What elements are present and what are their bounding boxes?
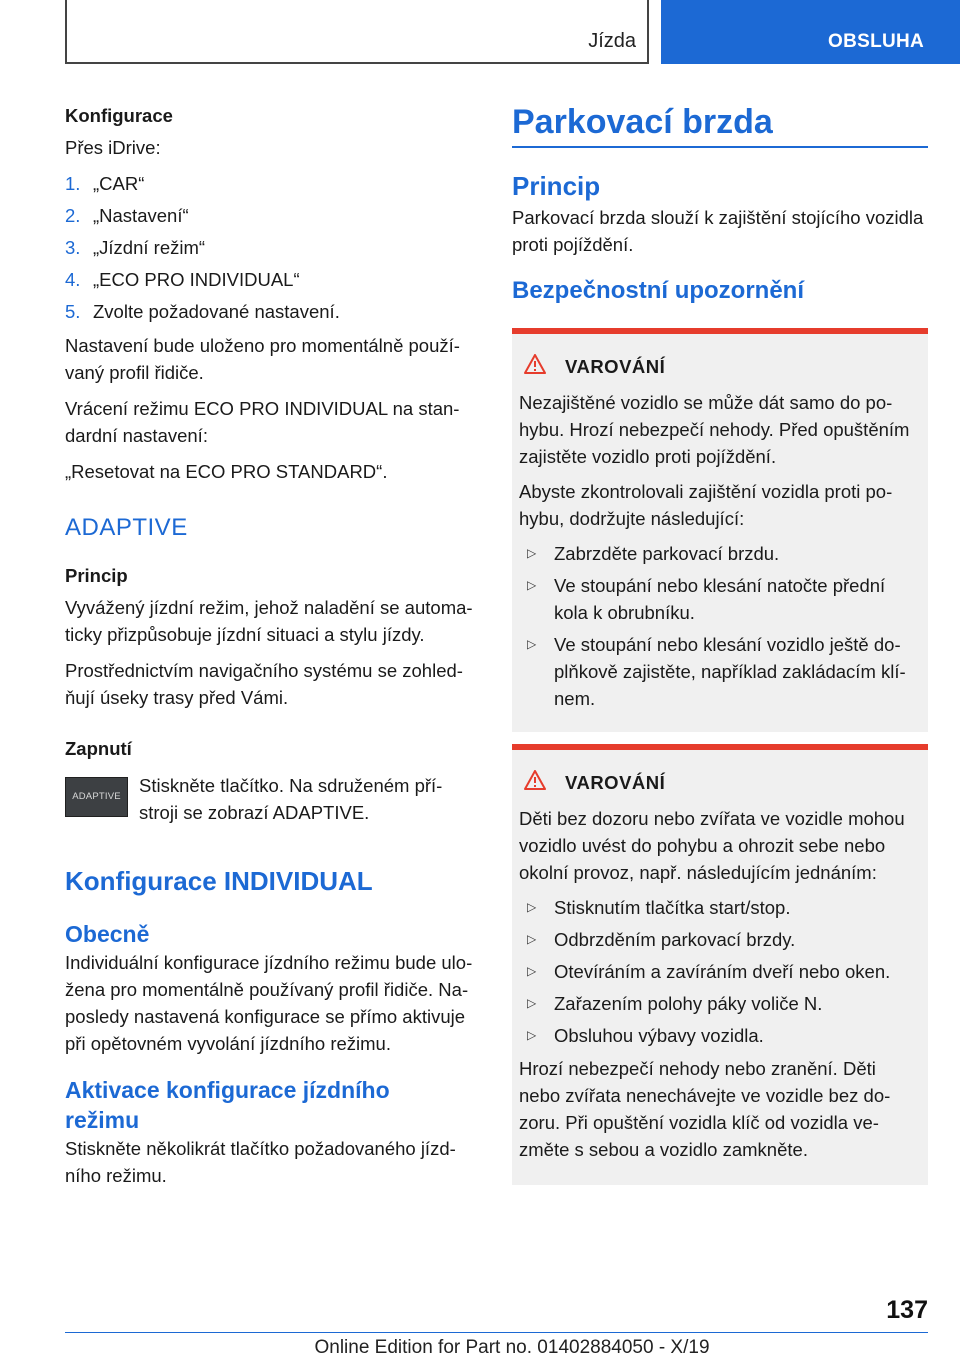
list-item (65, 170, 480, 197)
list-item-text: Otevíráním a zavíráním dveří nebo oken. (554, 961, 891, 982)
zapnuti-row (65, 772, 480, 835)
list-item (65, 202, 480, 229)
warning-paragraph: Hrozí nebezpečí nehody nebo zranění. Děti nebo zvířata nenechávejte ve vozidle bez dozoru. Při opuštění vozidla klíč od vozidla vezměte s sebou a vozidlo zamkněte. (519, 1058, 891, 1160)
list-item (519, 572, 920, 626)
step-number: 2. (65, 205, 81, 226)
list-item-text: Obsluhou výbavy vozidla. (554, 1025, 764, 1046)
adaptive-princip-heading: Princip (65, 565, 128, 586)
list-item-text: Zabrzděte parkovací brzdu. (554, 543, 780, 564)
list-item (519, 1022, 920, 1049)
list-item (519, 926, 920, 953)
warning-box-1 (512, 328, 928, 732)
footer-divider (65, 1332, 928, 1333)
triangle-right-icon: ▷ (527, 1028, 537, 1042)
warning-paragraph: Nezajištěné vozidlo se může dát samo do pohybu. Hrozí nebezpečí nehody. Před opuštěním zajistěte vozidlo proti pojíždění. (519, 392, 910, 467)
list-item (519, 990, 920, 1017)
warning-list (519, 540, 920, 712)
header-frame (65, 0, 649, 64)
list-item-text: Odbrzděním parkovací brzdy. (554, 929, 796, 950)
list-item-text: Stisknutím tlačítka start/stop. (554, 897, 791, 918)
warning-box-2 (512, 744, 928, 1185)
zapnuti-text: Stiskněte tlačítko. Na sdruženém přístroji se zobrazí ADAPTIVE. (139, 775, 443, 823)
page-title: Parkovací brzda (512, 100, 928, 148)
warning-triangle-icon (524, 354, 546, 379)
konfigurace-intro: Přes iDrive: (65, 137, 161, 158)
page-number: 137 (886, 1296, 928, 1324)
warning-label: VAROVÁNÍ (565, 771, 666, 793)
step-text: „ECO PRO INDIVIDUAL“ (93, 269, 300, 290)
princip-heading: Princip (512, 171, 601, 201)
list-item-text: Ve stoupání nebo klesání natočte přední kola k obrubníku. (554, 575, 886, 623)
triangle-right-icon: ▷ (527, 932, 537, 946)
step-text: „Jízdní režim“ (93, 237, 206, 258)
warning-list (519, 894, 920, 1049)
warning-header (519, 770, 920, 795)
aktivace-heading: Aktivace konfigurace jízdního režimu (65, 1077, 390, 1133)
list-item (519, 631, 920, 712)
warning-label: VAROVÁNÍ (565, 355, 666, 377)
header-section-title: Jízda (588, 30, 636, 52)
list-item (65, 234, 480, 261)
step-number: 1. (65, 173, 81, 194)
triangle-right-icon: ▷ (527, 578, 537, 592)
warning-header (519, 354, 920, 379)
step-number: 3. (65, 237, 81, 258)
konfigurace-paragraph-3: „Resetovat na ECO PRO STANDARD“. (65, 461, 388, 482)
list-item (519, 894, 920, 921)
triangle-right-icon: ▷ (527, 996, 537, 1010)
warning-triangle-icon (524, 770, 546, 795)
warning-paragraph: Děti bez dozoru nebo zvířata ve vozidle mohou vozidlo uvést do pohybu a ohrozit sebe nebo okolní provoz, např. následujícím jednáním: (519, 808, 905, 883)
header-chapter-tab: OBSLUHA (661, 0, 960, 64)
step-text: Zvolte požadované nastavení. (93, 301, 340, 322)
zapnuti-heading: Zapnutí (65, 738, 132, 759)
konfigurace-heading: Konfigurace (65, 105, 173, 126)
list-item (519, 540, 920, 567)
adaptive-heading: ADAPTIVE (65, 514, 188, 541)
list-item (65, 266, 480, 293)
adaptive-button-image: ADAPTIVE (65, 777, 128, 817)
triangle-right-icon: ▷ (527, 637, 537, 651)
aktivace-text: Stiskněte několikrát tlačítko požadovaného jízdního režimu. (65, 1138, 456, 1186)
individual-heading: Konfigurace INDIVIDUAL (65, 866, 373, 896)
list-item (65, 298, 480, 325)
triangle-right-icon: ▷ (527, 546, 537, 560)
triangle-right-icon: ▷ (527, 900, 537, 914)
edition-note: Online Edition for Part no. 01402884050 - X/19 (314, 1337, 710, 1358)
right-column (512, 100, 928, 1185)
konfigurace-paragraph-2: Vrácení režimu ECO PRO INDIVIDUAL na standardní nastavení: (65, 398, 460, 446)
step-text: „CAR“ (93, 173, 145, 194)
step-number: 4. (65, 269, 81, 290)
step-number: 5. (65, 301, 81, 322)
left-column (65, 100, 480, 1198)
adaptive-paragraph-1: Vyvážený jízdní režim, jehož naladění se automaticky přizpůsobuje jízdní situaci a stylu jízdy. (65, 597, 473, 645)
triangle-right-icon: ▷ (527, 964, 537, 978)
adaptive-paragraph-2: Prostřednictvím navigačního systému se zohledňují úseky trasy před Vámi. (65, 660, 463, 708)
warning-paragraph: Abyste zkontrolovali zajištění vozidla proti pohybu, dodržujte následující: (519, 481, 893, 529)
list-item (519, 958, 920, 985)
princip-text: Parkovací brzda slouží k zajištění stojícího vozidla proti pojíždění. (512, 207, 924, 255)
konfigurace-steps (65, 170, 480, 325)
obecne-text: Individuální konfigurace jízdního režimu bude uložena pro momentálně používaný profil řidiče. Naposledy nastavená konfigurace se přímo aktivuje při opětovném vyvolání jízdního režimu. (65, 952, 473, 1054)
step-text: „Nastavení“ (93, 205, 189, 226)
konfigurace-paragraph-1: Nastavení bude uloženo pro momentálně používaný profil řidiče. (65, 335, 460, 383)
bezpecnost-heading: Bezpečnostní upozornění (512, 277, 805, 304)
list-item-text: Zařazením polohy páky voliče N. (554, 993, 823, 1014)
list-item-text: Ve stoupání nebo klesání vozidlo ještě doplňkově zajistěte, například zakládacím klínem. (554, 634, 906, 709)
obecne-heading: Obecně (65, 921, 150, 947)
